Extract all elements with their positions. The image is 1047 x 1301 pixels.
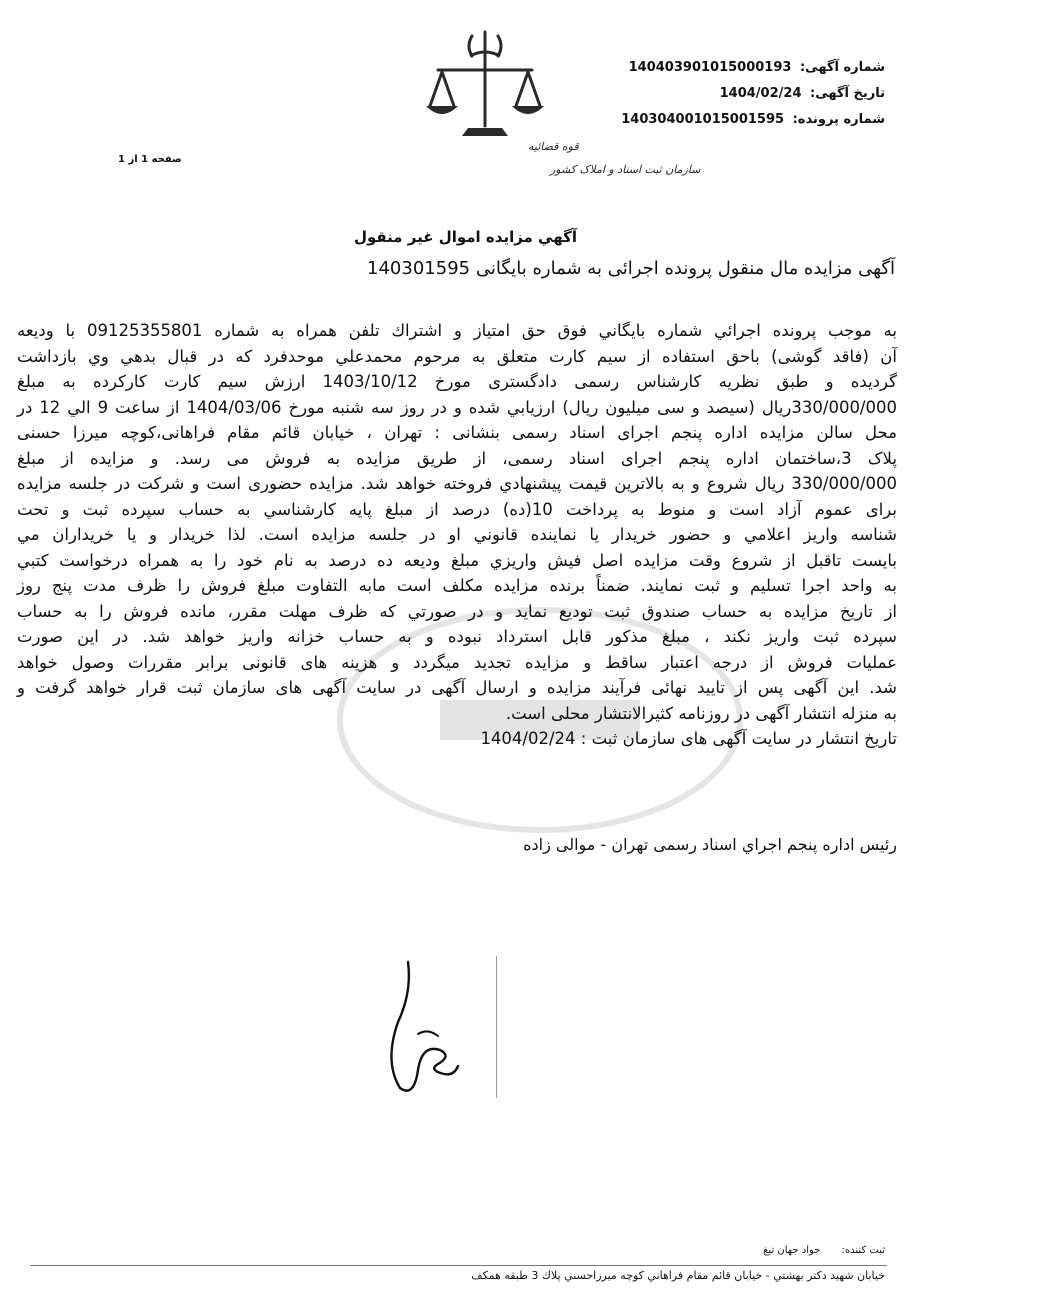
registrar-name: جواد جهان تیغ [763, 1245, 821, 1256]
case-number-row [621, 112, 885, 128]
emblem-line2: سازمان ثبت اسناد و املاک کشور [550, 163, 701, 176]
body-line: محل سالن مزايده اداره پنجم اجرای اسناد رسمی بنشانی : تهران ، خيابان قائم مقام فراهانی،کوچه ميرزا حسنی [17, 423, 897, 442]
case-number: 140304001015001595 [621, 112, 785, 127]
body-line: بايست تاقبل از شروع وقت مزايده اصل فيش واريزي مبلغ وديعه ده درصد به نام خود را به همراه درخواست كتبي [17, 550, 897, 570]
ad-number: 140403901015000193 [628, 60, 792, 75]
signature [356, 956, 496, 1098]
ad-number-row [629, 60, 885, 76]
document-subtitle: آگهی مزایده مال منقول پرونده اجرائی به شماره بایگانی 140301595 [367, 258, 895, 279]
page-indicator: صفحه 1 از 1 [118, 154, 182, 165]
body-line: به موجب پرونده اجرائي شماره بايگاني فوق حق امتياز و اشتراك تلفن همراه به شماره 09125355801 با وديعه [17, 321, 897, 340]
body-line: عمليات فروش از درجه اعتبار ساقط و مزايده تجديد ميگردد و هزينه های قانونی برابر مقررات وصول خواهد [17, 652, 897, 672]
body-line: برای عموم آزاد است و منوط به پرداخت 10(ده) درصد از مبلغ پايه كارشناسي به حساب سپرده ثبت و تحت [17, 499, 897, 519]
footer-divider [30, 1265, 887, 1266]
body-line: 330/000/000ريال (سيصد و سی ميليون ريال) ارزيابي شده و در روز سه شنبه مورخ 1404/03/06 از ساعت 9 الي 12 در [17, 397, 897, 417]
body-line: گرديده و طبق نظريه كارشناس رسمی دادگستری مورخ 1403/10/12 ارزش سيم كارت كاركرده به مبلغ [17, 372, 897, 391]
body-line: به واحد اجرا تسليم و ثبت نمايند. ضمناً برنده مزايده مكلف است مابه التفاوت مبلغ فروش را ظرف مدت پنج روز [17, 576, 897, 595]
ad-number-label: شماره آگهی: [799, 60, 885, 75]
body-line: شد. اين آگهی پس از تاييد نهائی فرآيند مزايده و ارسال آگهی در سايت آگهی های سازمان ثبت قرار خواهد گرفت و [17, 678, 897, 697]
body-line: به منزله انتشار آگهی در روزنامه كثيرالانتشار محلی است. [505, 703, 897, 723]
body-line: شناسه واريز اعلامي و حضور خريدار يا نماينده قانوني او در جلسه مزايده است. لذا خريدار و يا خريداران مي [17, 525, 897, 544]
scales-of-justice-icon [410, 28, 701, 188]
body-line: آن (فاقد گوشی) باحق استفاده از سيم كارت متعلق به مرحوم محمدعلي موحدفرد كه در قبال بدهي وي بازداشت [17, 346, 897, 366]
registrar [763, 1245, 885, 1256]
case-number-label: شماره پرونده: [792, 112, 885, 127]
publication-date-line: تاريخ انتشار در سايت آگهی های سازمان ثبت : 1404/02/24 [480, 729, 897, 748]
body-line: سپرده ثبت واريز نكند ، مبلغ مذكور قابل استرداد نبوده و به حساب خزانه واريز خواهد شد. در اين صورت [17, 627, 897, 646]
body-line: پلاک 3،ساختمان اداره پنجم اجرای اسناد رسمی، از طريق مزايده به فروش می رسد. و مزايده از مبلغ [17, 448, 897, 468]
ad-date: 1404/02/24 [719, 86, 802, 101]
footer-address: خيابان شهيد دكتر بهشتي - خيابان قائم مقام فراهاني كوچه ميرزاحسني پلاك 3 طبقه همكف [471, 1269, 885, 1282]
ad-date-row [720, 86, 885, 102]
body-line: از تاريخ مزايده به حساب صندوق ثبت توديع نمايد و در صورتي كه ظرف مهلت مقرر، مانده فروش را به حساب [17, 601, 897, 621]
body-paragraph [17, 318, 897, 752]
document-title: آگهي مزايده اموال غير منقول [353, 228, 577, 246]
ad-date-label: تاریخ آگهی: [810, 86, 885, 101]
signature-area [356, 956, 497, 1098]
emblem-line1: قوه قضائیه [528, 140, 579, 153]
body-line: 330/000/000 ريال شروع و به بالاترين قيمت پيشنهادي فروخته خواهد شد. مزايده حضوری است و شركت در جلسه مزايده [17, 474, 897, 493]
registrar-label: ثبت کننده: [841, 1245, 885, 1256]
signer-title: رئيس اداره پنجم اجراي اسناد رسمی تهران - موالی زاده [523, 835, 897, 854]
